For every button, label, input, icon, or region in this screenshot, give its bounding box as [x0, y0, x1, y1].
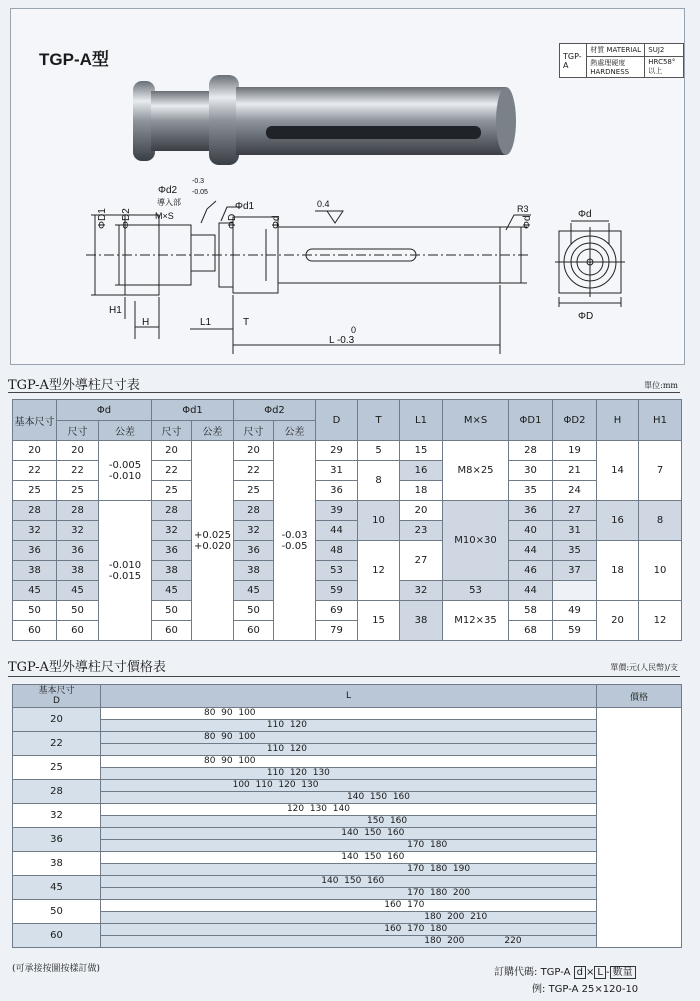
- order-code: [494, 963, 636, 979]
- cell-d1: 28: [152, 501, 192, 521]
- cell-d2: 45: [234, 581, 274, 601]
- cell-d: 32: [57, 521, 99, 541]
- cell-D2: 31: [553, 521, 597, 541]
- price-l-line: 140 150 160: [101, 876, 596, 888]
- cell-d1: 60: [152, 621, 192, 641]
- price-l-line: 150 160: [101, 816, 596, 827]
- label-phi-D2: ΦD2: [121, 208, 132, 229]
- cell-L1: 15: [400, 441, 443, 461]
- price-l-line: 80 90 100: [101, 756, 596, 768]
- cell-D2: 21: [553, 461, 597, 481]
- th-D1: ΦD1: [509, 400, 553, 441]
- cell-H1: 7: [639, 441, 682, 501]
- cell-d2: 22: [234, 461, 274, 481]
- material-box: [559, 43, 684, 78]
- order-label: 訂購代碼:: [494, 967, 538, 978]
- th-H1: H1: [639, 400, 682, 441]
- label-phi-D1: ΦD1: [97, 208, 108, 229]
- label-d2-tol-top: -0.3: [192, 178, 205, 185]
- cell-d: 45: [57, 581, 99, 601]
- material-label: 材質 MATERIAL: [587, 44, 645, 57]
- cell-D: 29: [316, 441, 358, 461]
- price-d: 60: [13, 924, 101, 948]
- cell-base: 25: [13, 481, 57, 501]
- cell-D2: 35: [553, 541, 597, 561]
- cell-T: 5: [358, 441, 400, 461]
- th-price-D-label: D: [53, 696, 60, 706]
- cell-D2: 37: [553, 561, 597, 581]
- price-unit: 單價:元(人民幣)/支: [610, 663, 678, 672]
- cell-H1: 12: [639, 601, 682, 641]
- order-x: ×: [586, 967, 595, 978]
- price-l-line: 170 180 190: [101, 864, 596, 875]
- price-l-line: 160 170 180: [101, 924, 596, 936]
- cell-d: 25: [57, 481, 99, 501]
- order-qty-box: 數量: [610, 966, 636, 979]
- cell-base: 28: [13, 501, 57, 521]
- label-phi-D-vert: ΦD: [227, 213, 238, 229]
- price-l-line: 110 120: [101, 720, 596, 731]
- price-d: 50: [13, 900, 101, 924]
- product-figure: [10, 8, 685, 365]
- th-phid: Φd: [57, 400, 152, 421]
- label-L1: L1: [200, 317, 212, 328]
- cell-D: 48: [316, 541, 358, 561]
- cell-H: 20: [597, 601, 639, 641]
- cell-d2: 28: [234, 501, 274, 521]
- cell-d1: 32: [152, 521, 192, 541]
- price-row: [13, 828, 682, 852]
- cell-D2: 49: [553, 601, 597, 621]
- cell-H1: 8: [639, 501, 682, 541]
- cell-d2-tol: -0.03 -0.05: [274, 441, 316, 641]
- th-mxs: M×S: [443, 400, 509, 441]
- order-L-box: L: [594, 966, 606, 979]
- material-code: TGP-A: [560, 44, 587, 78]
- cell-base: 22: [13, 461, 57, 481]
- cell-L1: 23: [400, 521, 443, 541]
- order-example: [532, 980, 638, 995]
- cell-d2: 38: [234, 561, 274, 581]
- label-mxs: M×S: [155, 211, 174, 221]
- cell-D2: 44: [509, 581, 553, 601]
- price-d: 45: [13, 876, 101, 900]
- price-l-line: 180 200 210: [101, 912, 596, 923]
- label-L-upper: 0: [351, 325, 357, 335]
- cell-base: 60: [13, 621, 57, 641]
- cell-D1: 53: [443, 581, 509, 601]
- cell-mxs: M12×35: [443, 601, 509, 641]
- cell-d1: 50: [152, 601, 192, 621]
- example-label: 例:: [532, 984, 546, 995]
- spec-unit: 單位:mm: [644, 381, 678, 390]
- cell-d2: 60: [234, 621, 274, 641]
- cell-D1: 68: [509, 621, 553, 641]
- price-row: [13, 852, 682, 876]
- price-d: 38: [13, 852, 101, 876]
- price-row: [13, 756, 682, 780]
- cell-mxs: M10×30: [443, 501, 509, 581]
- price-d: 36: [13, 828, 101, 852]
- material-value: SUJ2: [645, 44, 684, 57]
- price-l-line: 140 150 160: [101, 852, 596, 864]
- price-l-line: 80 90 100: [101, 732, 596, 744]
- cell-d: 28: [57, 501, 99, 521]
- cell-D2: 24: [553, 481, 597, 501]
- cell-d: 60: [57, 621, 99, 641]
- cell-D1: 36: [509, 501, 553, 521]
- cell-L1: 27: [400, 541, 443, 581]
- cell-d2: 32: [234, 521, 274, 541]
- order-dash: -: [605, 967, 610, 978]
- hardness-label: 熱處理硬度 HARDNESS: [587, 57, 645, 78]
- label-phi-d1: Φd1: [235, 201, 255, 212]
- th-d2-size: 尺寸: [234, 421, 274, 441]
- th-H: H: [597, 400, 639, 441]
- cell-base: 50: [13, 601, 57, 621]
- th-d1-tol: 公差: [192, 421, 234, 441]
- pillar-photo: [133, 75, 516, 165]
- cell-D: 69: [316, 601, 358, 621]
- th-D: D: [316, 400, 358, 441]
- th-phid1: Φd1: [152, 400, 234, 421]
- price-row: [13, 708, 682, 732]
- label-roughness: 0.4: [317, 199, 330, 209]
- th-T: T: [358, 400, 400, 441]
- th-L1: L1: [400, 400, 443, 441]
- cell-D: 59: [316, 581, 358, 601]
- cell-D1: 40: [509, 521, 553, 541]
- cell-D1: 44: [509, 541, 553, 561]
- order-d-box: d: [574, 966, 586, 979]
- price-l-line: 140 150 160: [101, 792, 596, 803]
- label-d2-tol-bottom: -0.05: [192, 189, 208, 196]
- cell-L1: 18: [400, 481, 443, 501]
- cell-T: 10: [358, 501, 400, 541]
- cell-D2: 59: [553, 621, 597, 641]
- th-D2: ΦD2: [553, 400, 597, 441]
- cell-H1: 10: [639, 541, 682, 601]
- cell-D2: 27: [553, 501, 597, 521]
- label-guide: 導入部: [157, 198, 181, 207]
- label-end-phi-d: Φd: [578, 209, 592, 220]
- cell-base: 32: [13, 521, 57, 541]
- spec-table: [12, 399, 682, 641]
- cell-d1: 20: [152, 441, 192, 461]
- th-price-L: L: [101, 685, 597, 708]
- price-row: [13, 780, 682, 804]
- cell-d2: 20: [234, 441, 274, 461]
- th-d2-tol: 公差: [274, 421, 316, 441]
- cell-d: 50: [57, 601, 99, 621]
- cell-T: 15: [358, 601, 400, 641]
- price-l-line: 170 180 200: [101, 888, 596, 899]
- table-row: [13, 501, 682, 521]
- label-end-phi-D: ΦD: [578, 311, 594, 322]
- price-row: [13, 804, 682, 828]
- label-L: L -0.3: [329, 335, 355, 346]
- cell-d: 38: [57, 561, 99, 581]
- cell-base: 38: [13, 561, 57, 581]
- price-l-line: 120 130 140: [101, 804, 596, 816]
- cell-D: 44: [316, 521, 358, 541]
- table-row: [13, 441, 682, 461]
- cell-T: 12: [358, 541, 400, 601]
- spec-divider: [8, 392, 680, 393]
- cell-L1: 20: [400, 501, 443, 521]
- cell-L1: 38: [400, 601, 443, 641]
- price-row: [13, 732, 682, 756]
- cell-d2: 25: [234, 481, 274, 501]
- label-phi-d-vert-left: Φd: [271, 215, 282, 229]
- hardness-value: HRC58°以上: [645, 57, 684, 78]
- th-d-size: 尺寸: [57, 421, 99, 441]
- label-r3: R3: [517, 204, 529, 214]
- cell-mxs: M8×25: [443, 441, 509, 501]
- th-price-base: [13, 685, 101, 708]
- cell-D: 53: [316, 561, 358, 581]
- example-value: TGP-A 25×120-10: [548, 984, 639, 995]
- price-d: 25: [13, 756, 101, 780]
- cell-L1: 32: [400, 581, 443, 601]
- cell-H: 14: [597, 441, 639, 501]
- price-cell: [597, 708, 682, 948]
- price-l-line: 110 120 130: [101, 768, 596, 779]
- cell-base: 36: [13, 541, 57, 561]
- price-l-line: 110 120: [101, 744, 596, 755]
- price-l-line: 180 200 220: [101, 936, 596, 947]
- cell-D1: 58: [509, 601, 553, 621]
- cell-T: 8: [358, 461, 400, 501]
- page-title: TGP-A型: [39, 50, 109, 69]
- cell-d1: 45: [152, 581, 192, 601]
- cell-D: 31: [316, 461, 358, 481]
- cell-d1: 25: [152, 481, 192, 501]
- price-d: 20: [13, 708, 101, 732]
- cell-D: 39: [316, 501, 358, 521]
- th-price-price: 價格: [597, 685, 682, 708]
- cell-d1: 22: [152, 461, 192, 481]
- spec-title: TGP-A型外導柱尺寸表: [8, 378, 140, 393]
- th-phid2: Φd2: [234, 400, 316, 421]
- label-T: T: [243, 317, 250, 328]
- price-title: TGP-A型外導柱尺寸價格表: [8, 660, 166, 675]
- price-l-line: 80 90 100: [101, 708, 596, 720]
- th-d-tol: 公差: [99, 421, 152, 441]
- price-l-line: 170 180: [101, 840, 596, 851]
- order-prefix: TGP-A: [540, 967, 571, 978]
- cell-d: 36: [57, 541, 99, 561]
- cell-d: 20: [57, 441, 99, 461]
- th-d1-size: 尺寸: [152, 421, 192, 441]
- cell-base: 45: [13, 581, 57, 601]
- label-phi-d-vert-right: Φd: [522, 215, 533, 229]
- price-divider: [8, 676, 680, 677]
- cell-D1: 35: [509, 481, 553, 501]
- cell-D1: 30: [509, 461, 553, 481]
- cell-D2: 19: [553, 441, 597, 461]
- cell-D: 36: [316, 481, 358, 501]
- price-row: [13, 876, 682, 900]
- price-l-line: 140 150 160: [101, 828, 596, 840]
- label-H: H: [142, 317, 150, 328]
- cell-d1: 36: [152, 541, 192, 561]
- price-row: [13, 924, 682, 948]
- price-l-line: 160 170: [101, 900, 596, 912]
- label-phi-d2: Φd2: [158, 185, 178, 196]
- cell-H: 16: [597, 501, 639, 541]
- cell-d1-tol: +0.025 +0.020: [192, 441, 234, 641]
- cell-D1: 46: [509, 561, 553, 581]
- cell-d2: 36: [234, 541, 274, 561]
- price-d: 22: [13, 732, 101, 756]
- cell-D1: 28: [509, 441, 553, 461]
- th-base: 基本尺寸: [13, 400, 57, 441]
- price-row: [13, 900, 682, 924]
- cell-H: 18: [597, 541, 639, 601]
- label-H1: H1: [109, 305, 122, 316]
- cell-d-tol-a: -0.005 -0.010: [99, 441, 152, 501]
- price-table: [12, 684, 682, 948]
- cell-d: 22: [57, 461, 99, 481]
- cell-d2: 50: [234, 601, 274, 621]
- cell-D: 79: [316, 621, 358, 641]
- th-price-base-label: 基本尺寸: [38, 686, 75, 696]
- price-d: 28: [13, 780, 101, 804]
- cell-d-tol-b: -0.010 -0.015: [99, 501, 152, 641]
- price-d: 32: [13, 804, 101, 828]
- cell-d1: 38: [152, 561, 192, 581]
- custom-order-note: (可承接按圖按樣訂做): [12, 964, 101, 974]
- cell-base: 20: [13, 441, 57, 461]
- cell-L1: 16: [400, 461, 443, 481]
- price-l-line: 100 110 120 130: [101, 780, 596, 792]
